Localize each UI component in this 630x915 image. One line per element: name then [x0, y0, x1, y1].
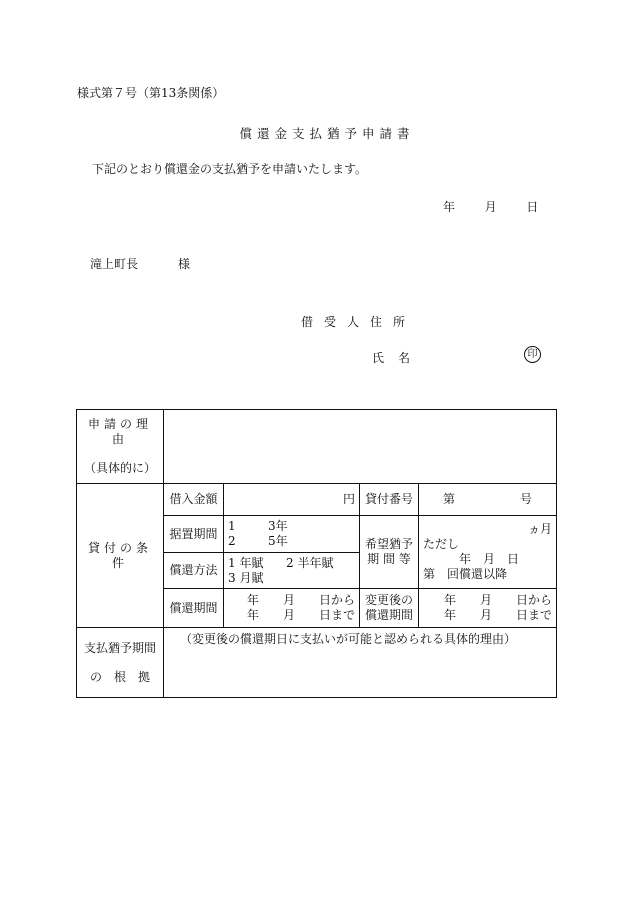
- date-year: 年: [443, 200, 456, 214]
- basis-row: [77, 628, 557, 698]
- deferment-options[interactable]: [224, 516, 360, 553]
- deferment-opt1-num: 1: [228, 519, 236, 533]
- method-opt2: 2 半年賦: [286, 555, 334, 570]
- reason-label-cell: [77, 410, 164, 484]
- desired-period-field[interactable]: [419, 516, 557, 589]
- reason-row: [77, 410, 557, 484]
- period-from: 年 月 日から: [246, 593, 355, 607]
- changed-period-field[interactable]: [419, 589, 557, 628]
- applicant-address-label: 借受人住所: [301, 315, 417, 329]
- desired-label-2: 期 間 等: [367, 552, 411, 566]
- reason-label: 申請の理由: [87, 417, 152, 446]
- yen-unit: 円: [342, 492, 355, 506]
- recipient: [90, 255, 190, 272]
- deferment-label: 据置期間: [164, 516, 224, 553]
- period-to: 年 月 日まで: [246, 608, 355, 622]
- basis-note: （変更後の償還期日に支払いが可能と認められる具体的理由）: [180, 632, 517, 646]
- method-opt3: 3 月賦: [228, 570, 264, 585]
- conditions-label: 貸付の条件: [77, 484, 164, 628]
- basis-label-2: の 根 拠: [89, 669, 150, 684]
- desired-period-label: [360, 516, 419, 589]
- changed-label-2: 償還期間: [364, 608, 413, 622]
- page-title: 償還金支払猶予申請書: [239, 126, 415, 141]
- basis-field[interactable]: [164, 628, 557, 698]
- method-opt1: 1 年賦: [228, 555, 264, 570]
- proviso-date: 年 月 日: [459, 552, 520, 566]
- changed-to: 年 月 日まで: [443, 608, 552, 622]
- deferment-opt2-num: 2: [228, 534, 236, 548]
- applicant-name-label: 氏名: [372, 351, 425, 365]
- loan-amount-label: 借入金額: [164, 484, 224, 516]
- deferment-opt2-val: 5年: [268, 534, 288, 548]
- loan-number-field[interactable]: [419, 484, 557, 516]
- date-month: 月: [484, 200, 497, 214]
- seal-mark: 印: [524, 346, 541, 363]
- method-options[interactable]: [224, 553, 360, 589]
- loan-amount-field[interactable]: [224, 484, 360, 516]
- period-field[interactable]: [224, 589, 360, 628]
- changed-label-1: 変更後の: [364, 593, 413, 607]
- basis-label-1: 支払猶予期間: [83, 640, 156, 655]
- reason-field[interactable]: [164, 410, 557, 484]
- changed-period-label: [360, 589, 419, 628]
- basis-label-cell: [77, 628, 164, 698]
- loan-number-label: 貸付番号: [360, 484, 419, 516]
- application-table: [76, 409, 557, 698]
- proviso-from: 第 回償還以降: [423, 567, 508, 581]
- recipient-name: 滝上町長: [90, 257, 139, 271]
- period-label: 償還期間: [164, 589, 224, 628]
- form-number: 様式第７号（第13条関係）: [77, 86, 225, 100]
- deferment-opt1-val: 3年: [268, 519, 288, 533]
- reason-sub-label: （具体的に）: [83, 461, 156, 475]
- date-day: 日: [526, 200, 539, 214]
- recipient-suffix: 様: [178, 257, 191, 271]
- intro-text: 下記のとおり償還金の支払猶予を申請いたします。: [92, 162, 368, 176]
- date-line: [443, 198, 538, 215]
- proviso-label: ただし: [423, 537, 460, 551]
- months-unit: ヵ月: [527, 522, 552, 536]
- method-label: 償還方法: [164, 553, 224, 589]
- desired-label-1: 希望猶予: [364, 537, 413, 551]
- loan-amount-row: [77, 484, 557, 516]
- loan-number-suffix: 号: [519, 492, 532, 506]
- loan-number-prefix: 第: [443, 492, 456, 506]
- changed-from: 年 月 日から: [443, 593, 552, 607]
